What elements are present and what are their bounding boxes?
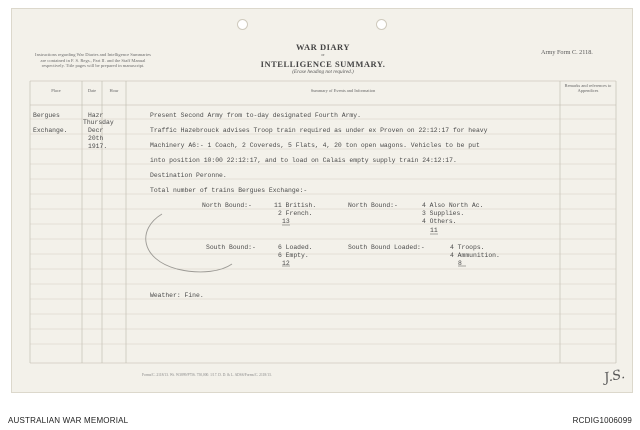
south-bound-troops: 4 Troops. bbox=[450, 244, 485, 251]
south-bound-loaded-label: South Bound Loaded:- bbox=[348, 244, 425, 251]
north-bound-label-2: North Bound:- bbox=[348, 202, 398, 209]
handwritten-initials: J.S. bbox=[602, 366, 627, 387]
column-header-hour: Hour bbox=[109, 88, 119, 93]
entry-line: Total number of trains Bergues Exchange:- bbox=[150, 187, 308, 194]
pencil-mark bbox=[146, 214, 232, 272]
title-intelligence-summary: INTELLIGENCE SUMMARY. bbox=[260, 59, 386, 69]
ruled-grid bbox=[12, 9, 634, 394]
south-bound-ammunition: 4 Ammunition. bbox=[450, 252, 500, 259]
army-form-number: Army Form C. 2118. bbox=[541, 49, 593, 56]
diary-sheet bbox=[11, 8, 633, 393]
date-line: Thursday bbox=[83, 119, 114, 126]
date-line: 20th bbox=[88, 135, 104, 142]
column-header-summary: Summary of Events and Information bbox=[310, 88, 376, 93]
record-identifier: RCDIG1006099 bbox=[572, 416, 632, 425]
north-bound-item: 4 Also North Ac. bbox=[422, 202, 484, 209]
date-line: Hazr bbox=[88, 112, 104, 119]
south-bound-loaded-total: 8 bbox=[458, 260, 462, 267]
title-war-diary: WAR DIARY bbox=[295, 42, 351, 52]
north-bound-supplies: 3 Supplies. bbox=[422, 210, 465, 217]
entry-line: Present Second Army from to-day designated Fourth Army. bbox=[150, 112, 361, 119]
south-bound-empty: 6 Empty. bbox=[278, 252, 309, 259]
column-header-date: Date bbox=[87, 88, 97, 93]
north-bound-french: 2 French. bbox=[278, 210, 313, 217]
north-bound-total: 13 bbox=[282, 218, 290, 225]
title-erase-note: (Erase heading not required.) bbox=[292, 69, 354, 75]
place-bergues: Bergues bbox=[33, 112, 60, 119]
entry-line: Destination Peronne. bbox=[150, 172, 227, 179]
entry-line: Traffic Hazebrouck advises Troop train required as under ex Proven on 22:12:17 for heavy bbox=[150, 127, 488, 134]
south-bound-loaded: 6 Loaded. bbox=[278, 244, 313, 251]
entry-line: into position 10:00 22:12:17, and to load on Calais empty supply train 24:12:17. bbox=[150, 157, 457, 164]
instructions-note: Instructions regarding War Diaries and Intelligence Summaries are contained in F. S. Regs., Part II. and the Staff Manual respectively. Title pages will be prepared in manuscript. bbox=[35, 52, 151, 69]
north-bound-total-2: 11 bbox=[430, 227, 438, 234]
place-exchange: Exchange. bbox=[33, 127, 68, 134]
weather-entry: Weather: Fine. bbox=[150, 292, 204, 299]
south-bound-label: South Bound:- bbox=[206, 244, 256, 251]
title-or: or bbox=[321, 52, 325, 57]
south-bound-total: 12 bbox=[282, 260, 290, 267]
column-header-place: Place bbox=[51, 88, 61, 93]
north-bound-label: North Bound:- bbox=[202, 202, 252, 209]
date-line: 1917. bbox=[88, 143, 108, 150]
north-bound-british: 11 British. bbox=[274, 202, 317, 209]
entry-line: Machinery A6:- 1 Coach, 2 Covereds, 5 Flats, 4, 20 ton open wagons. Vehicles to be put bbox=[150, 142, 480, 149]
date-line: Decr bbox=[88, 127, 104, 134]
printer-imprint: Forms/C. 2118/13. Wt. W3899/P756. 750,000. 1/17. D. D. & L. ADSS/Forms/C. 2118/13. bbox=[142, 373, 272, 377]
column-header-remarks: Remarks and references to Appendices bbox=[564, 83, 612, 93]
archive-credit: AUSTRALIAN WAR MEMORIAL bbox=[8, 416, 129, 425]
north-bound-others: 4 Others. bbox=[422, 218, 457, 225]
